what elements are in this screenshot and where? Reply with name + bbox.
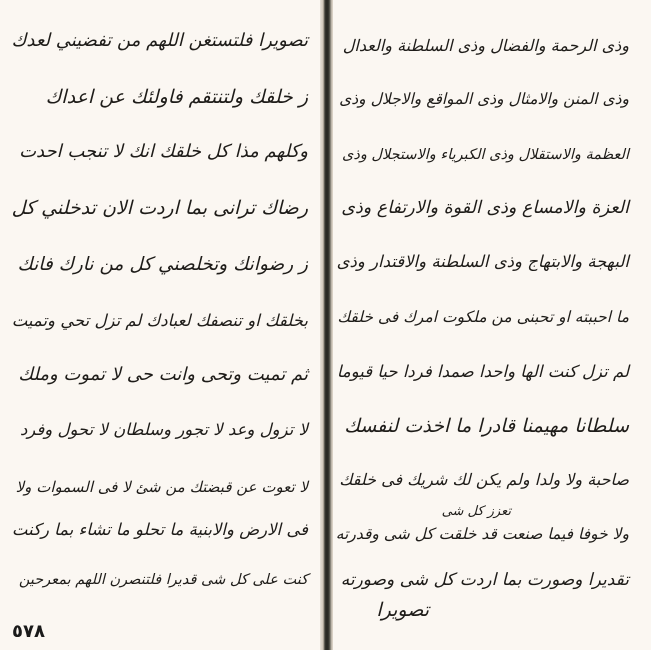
text-line: فى الارض والابنية ما تحلو ما تشاء بما ركنت [11, 520, 308, 539]
text-line: بخلقك او تنصفك لعبادك لم تزل تحي وتميت [11, 311, 308, 330]
text-line: رضاك ترانى بما اردت الان تدخلني كل [11, 197, 308, 219]
book-gutter [320, 0, 333, 650]
text-line: وكلهم مذا كل خلقك انك لا تنجب احدت [19, 141, 308, 162]
page-number: ٥٧٨ [12, 621, 45, 642]
text-line: تصويرا [376, 599, 429, 621]
interlinear-note: تعزز كل شى [441, 504, 511, 519]
text-line: ولا خوفا فيما صنعت قد خلقت كل شى وقدرته [335, 525, 629, 543]
text-line: وذى المنن والامثال وذى المواقع والاجلال وذى [339, 90, 629, 108]
text-line: لا تزول وعد لا تجور وسلطان لا تحول وفرد [19, 420, 308, 439]
text-line: العزة والامساع وذى القوة والارتفاع وذى [341, 198, 629, 218]
text-line: ز رضوانك وتخلصني كل من نارك فانك [17, 254, 308, 275]
right-page [333, 0, 651, 650]
text-line: وذى الرحمة والفضال وذى السلطنة والعدال [342, 36, 629, 55]
text-line: العظمة والاستقلال وذى الكبرياء والاستجلال وذى [342, 147, 629, 163]
text-line: كنت على كل شى قديرا فلتنصرن اللهم بمعرحين [18, 572, 308, 588]
text-line: لا تعوت عن قبضتك من شئ لا فى السموات ولا [15, 478, 308, 496]
left-page [0, 0, 320, 650]
text-line: لم تزل كنت الها واحدا صمدا فردا حيا قيوما [336, 362, 629, 381]
text-line: تصويرا فلتستغن اللهم من تفضيني لعدك [11, 30, 308, 51]
text-line: البهجة والابتهاج وذى السلطنة والاقتدار وذى [336, 252, 629, 271]
text-line: صاحبة ولا ولدا ولم يكن لك شريك فى خلقك [339, 470, 629, 489]
text-line: سلطانا مهيمنا قادرا ما اخذت لنفسك [344, 415, 629, 437]
text-line: ثم تميت وتحى وانت حى لا تموت وملك [18, 364, 308, 385]
text-line: ما احببته او تحبنى من ملكوت امرك فى خلقك [337, 308, 629, 326]
text-line: تقديرا وصورت بما اردت كل شى وصورته [340, 570, 629, 590]
text-line: ز خلقك ولتنتقم فاولئك عن اعداك [45, 86, 308, 108]
